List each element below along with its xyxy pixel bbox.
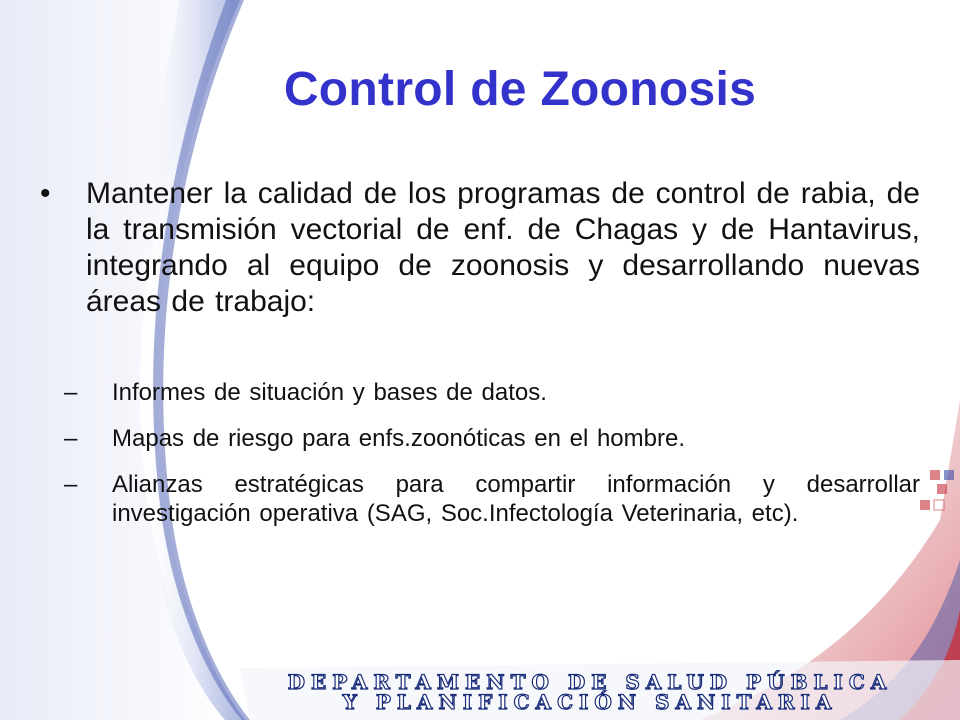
sub-list bbox=[40, 378, 920, 528]
sub-item-text: Informes de situación y bases de datos. bbox=[112, 379, 547, 406]
main-bullet bbox=[40, 176, 920, 320]
footer-line-1: DEPARTAMENTO DE SALUD PÚBLICA bbox=[287, 670, 893, 694]
bullet-marker: • bbox=[40, 177, 51, 210]
slide-content bbox=[40, 176, 920, 545]
sub-item bbox=[40, 470, 920, 528]
footer-department bbox=[235, 672, 945, 712]
sub-item bbox=[40, 424, 920, 453]
main-bullet-text: Mantener la calidad de los programas de control de rabia, de la transmisión vectorial de enf. de Chagas y de Hantavirus, integrando al equipo de zoonosis y desarrollando nuevas áreas de trabajo: bbox=[86, 177, 920, 318]
dash-marker: – bbox=[64, 425, 78, 452]
dash-marker: – bbox=[64, 471, 78, 498]
sub-item-text: Mapas de riesgo para enfs.zoonóticas en el hombre. bbox=[112, 425, 685, 452]
sub-item bbox=[40, 378, 920, 407]
dash-marker: – bbox=[64, 379, 78, 406]
sub-item-text: Alianzas estratégicas para compartir información y desarrollar investigación operativa (SAG, Soc.Infectología Veterinaria, etc). bbox=[112, 471, 920, 527]
footer-line-2: Y PLANIFICACIÓN SANITARIA bbox=[342, 690, 838, 714]
slide-title: Control de Zoonosis bbox=[283, 63, 757, 116]
